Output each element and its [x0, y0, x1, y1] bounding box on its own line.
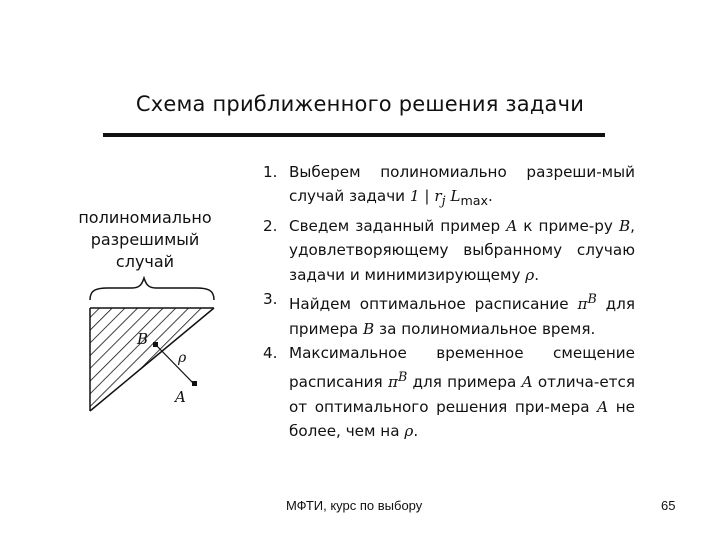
step-1: 1. Выберем полиномиально разреши-мый случай задачи 1 | $r_j$ $L_{max}$.: [263, 160, 635, 214]
step-number: 2.: [263, 216, 278, 235]
caption-line-2: разрешимый: [90, 230, 200, 249]
caption-line-1: полиномиально: [78, 208, 212, 227]
diagram-caption: [56, 207, 234, 273]
label-b: B: [137, 330, 149, 348]
brace: [90, 278, 214, 300]
footer-text: МФТИ, курс по выбору: [286, 498, 423, 513]
caption-line-3: случай: [115, 252, 175, 271]
step-number: 1.: [263, 163, 278, 181]
title-underline: [103, 133, 605, 137]
step-number: 3.: [263, 290, 278, 309]
step-3: 3. Найдем оптимальное расписание $\pi^B$ для примера B за полиномиальное время.: [263, 287, 635, 341]
point-a: [192, 381, 197, 386]
math-problem: 1 | r: [409, 187, 442, 206]
label-rho: ρ: [178, 350, 187, 366]
step-number: 4.: [263, 343, 278, 362]
solvable-region-diagram: [80, 276, 240, 416]
step-4: 4. Максимальное временное смещение расписания $\pi^B$ для примера A отлича-ется от оптимального решения при-мера A не более, чем на ρ.: [263, 341, 635, 444]
steps-list: [263, 160, 635, 444]
label-a: A: [175, 388, 186, 406]
page-number: 65: [661, 498, 676, 513]
step-2: 2. Сведем заданный пример A к приме-ру B, удовлетворяющему выбранному случаю задачи и минимизирующему ρ.: [263, 214, 635, 287]
slide-title: Схема приближенного решения задачи: [135, 92, 585, 116]
